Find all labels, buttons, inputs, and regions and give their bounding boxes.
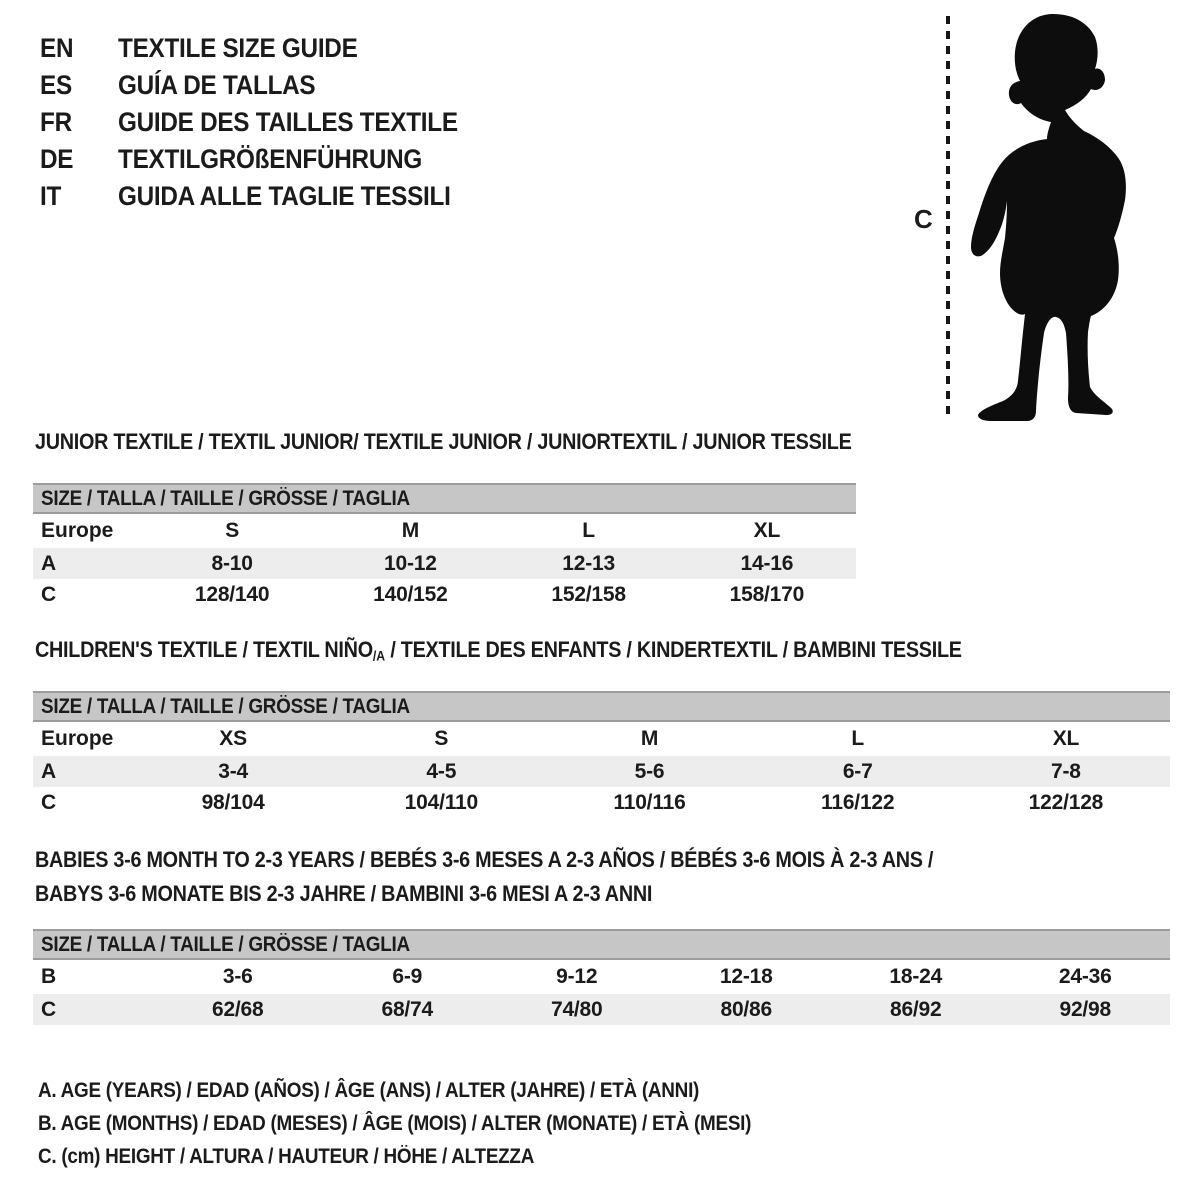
legend-text-age-months: B. AGE (MONTHS) / EDAD (MESES) / ÂGE (MOIS) / ALTER (MONATE) / ETÀ (MESI) bbox=[38, 1111, 752, 1135]
children-size-table bbox=[33, 691, 1170, 818]
age-cell: 14-16 bbox=[740, 551, 794, 575]
language-row-es bbox=[40, 67, 496, 104]
height-cell: 110/116 bbox=[613, 790, 686, 814]
size-cell: L bbox=[582, 519, 595, 542]
height-cell: 104/110 bbox=[404, 790, 478, 814]
language-code: IT bbox=[40, 181, 62, 211]
row-label: Europe bbox=[41, 727, 114, 750]
language-row-en bbox=[40, 30, 496, 67]
junior-row-europe bbox=[33, 514, 856, 548]
language-code: DE bbox=[40, 144, 74, 174]
size-header-label: SIZE / TALLA / TAILLE / GRÖSSE / TAGLIA bbox=[41, 486, 410, 510]
row-label: A bbox=[41, 759, 57, 783]
legend-text-age-years: A. AGE (YEARS) / EDAD (AÑOS) / ÂGE (ANS) / ALTER (JAHRE) / ETÀ (ANNI) bbox=[38, 1078, 700, 1102]
children-title-sub: /A bbox=[372, 648, 386, 664]
age-cell: 12-13 bbox=[562, 551, 615, 575]
children-row-a bbox=[33, 756, 1170, 787]
height-cell: 116/122 bbox=[821, 790, 895, 814]
legend-text-height-cm: C. (cm) HEIGHT / ALTURA / HAUTEUR / HÖHE / ALTEZZA bbox=[38, 1144, 535, 1168]
height-measure-label-c: C bbox=[914, 204, 933, 234]
size-cell: M bbox=[401, 519, 420, 542]
language-code: ES bbox=[40, 70, 72, 100]
height-cell: 86/92 bbox=[889, 997, 942, 1021]
language-row-fr bbox=[40, 104, 496, 141]
language-code: EN bbox=[40, 33, 74, 63]
junior-section-title bbox=[35, 429, 942, 455]
size-cell: L bbox=[851, 727, 865, 750]
height-cell: 80/86 bbox=[720, 997, 773, 1021]
height-cell: 92/98 bbox=[1059, 997, 1112, 1021]
height-measure-dashed-line bbox=[945, 16, 951, 418]
height-cell: 68/74 bbox=[381, 997, 434, 1021]
junior-table-header-band bbox=[33, 483, 856, 514]
size-header-label: SIZE / TALLA / TAILLE / GRÖSSE / TAGLIA bbox=[41, 932, 410, 956]
babies-table-header-band bbox=[33, 929, 1170, 960]
babies-row-b bbox=[33, 960, 1170, 994]
junior-size-table bbox=[33, 483, 856, 610]
height-cell: 122/128 bbox=[1028, 790, 1104, 814]
children-section-title-text bbox=[35, 637, 962, 663]
age-cell: 10-12 bbox=[384, 551, 437, 575]
language-title: GUÍA DE TALLAS bbox=[118, 70, 316, 100]
size-header-label: SIZE / TALLA / TAILLE / GRÖSSE / TAGLIA bbox=[41, 694, 410, 718]
language-title: GUIDE DES TAILLES TEXTILE bbox=[118, 107, 458, 137]
age-cell: 6-7 bbox=[842, 759, 873, 783]
height-cell: 74/80 bbox=[550, 997, 603, 1021]
language-row-it bbox=[40, 178, 496, 215]
legend-line-b bbox=[38, 1107, 830, 1140]
size-cell: XS bbox=[219, 727, 247, 750]
month-cell: 12-18 bbox=[719, 965, 773, 988]
babies-title-line2: BABYS 3-6 MONATE BIS 2-3 JAHRE / BAMBINI 3-6 MESI A 2-3 ANNI bbox=[35, 881, 653, 906]
height-cell: 128/140 bbox=[194, 582, 270, 606]
babies-title-line1: BABIES 3-6 MONTH TO 2-3 YEARS / BEBÉS 3-6 MESES A 2-3 AÑOS / BÉBÉS 3-6 MOIS À 2-3 ANS / bbox=[35, 847, 934, 872]
junior-row-c bbox=[33, 579, 856, 610]
legend bbox=[38, 1074, 830, 1173]
height-cell: 62/68 bbox=[211, 997, 264, 1021]
children-title-post: / TEXTILE DES ENFANTS / KINDERTEXTIL / BAMBINI TESSILE bbox=[385, 637, 962, 662]
language-code: FR bbox=[40, 107, 72, 137]
legend-line-a bbox=[38, 1074, 830, 1107]
size-cell: M bbox=[640, 727, 659, 750]
children-table-header-band bbox=[33, 691, 1170, 722]
row-label: Europe bbox=[41, 519, 114, 542]
children-row-europe bbox=[33, 722, 1170, 756]
month-cell: 24-36 bbox=[1058, 965, 1112, 988]
age-cell: 4-5 bbox=[426, 759, 457, 783]
language-title: TEXTILE SIZE GUIDE bbox=[118, 33, 358, 63]
size-cell: S bbox=[434, 727, 449, 750]
row-label: C bbox=[41, 790, 57, 814]
height-cell: 152/158 bbox=[551, 582, 626, 606]
language-title-list bbox=[40, 30, 496, 215]
age-cell: 5-6 bbox=[634, 759, 665, 783]
legend-line-c bbox=[38, 1140, 830, 1173]
size-cell: XL bbox=[1052, 727, 1080, 750]
height-cell: 98/104 bbox=[201, 790, 265, 814]
age-cell: 7-8 bbox=[1051, 759, 1081, 783]
size-cell: S bbox=[225, 519, 240, 542]
row-label: B bbox=[41, 965, 57, 988]
junior-section-title-text: JUNIOR TEXTILE / TEXTIL JUNIOR/ TEXTILE JUNIOR / JUNIORTEXTIL / JUNIOR TESSILE bbox=[35, 429, 852, 454]
age-cell: 3-4 bbox=[218, 759, 248, 783]
size-cell: XL bbox=[753, 519, 781, 542]
height-cell: 140/152 bbox=[373, 582, 448, 606]
children-title-pre: CHILDREN'S TEXTILE / TEXTIL NIÑO bbox=[35, 637, 373, 662]
row-label: C bbox=[41, 582, 57, 606]
height-cell: 158/170 bbox=[729, 582, 805, 606]
month-cell: 9-12 bbox=[556, 965, 598, 988]
children-section-title bbox=[35, 637, 1065, 663]
language-title: GUIDA ALLE TAGLIE TESSILI bbox=[118, 181, 451, 211]
language-row-de bbox=[40, 141, 496, 178]
babies-section-title bbox=[35, 843, 1033, 911]
babies-size-table bbox=[33, 929, 1170, 1025]
junior-row-a bbox=[33, 548, 856, 579]
row-label: C bbox=[41, 997, 57, 1021]
month-cell: 3-6 bbox=[222, 965, 253, 988]
language-title: TEXTILGRÖßENFÜHRUNG bbox=[118, 144, 423, 174]
age-cell: 8-10 bbox=[211, 551, 253, 575]
month-cell: 6-9 bbox=[392, 965, 423, 988]
toddler-silhouette bbox=[958, 10, 1138, 422]
babies-row-c bbox=[33, 994, 1170, 1025]
row-label: A bbox=[41, 551, 57, 575]
children-row-c bbox=[33, 787, 1170, 818]
month-cell: 18-24 bbox=[889, 965, 943, 988]
